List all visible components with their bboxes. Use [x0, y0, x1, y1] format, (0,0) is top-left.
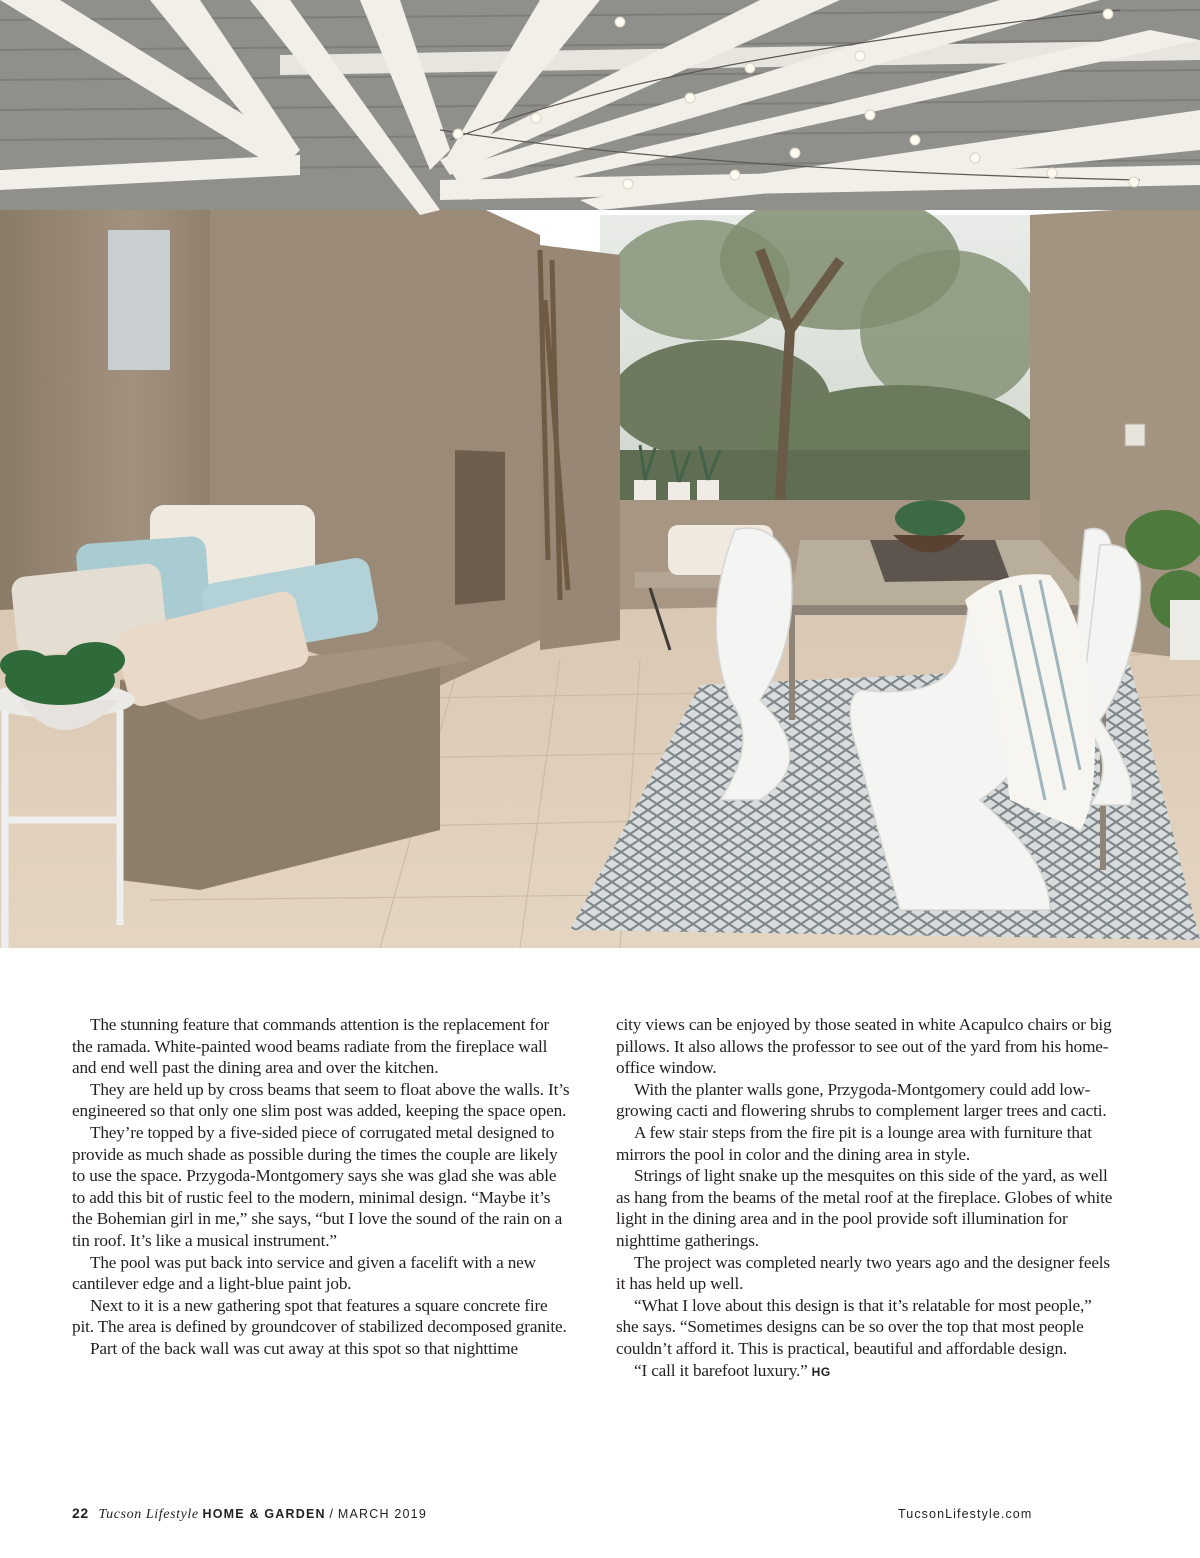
paragraph-continuation: city views can be enjoyed by those seated in white Acapulco chairs or big pillows. It also allows the professor to see out of the yard from his home-office window.: [616, 1015, 1112, 1078]
section-name: HOME & GARDEN: [202, 1507, 326, 1521]
magazine-name: Tucson Lifestyle: [98, 1507, 199, 1522]
closing-quote: “I call it barefoot luxury.”: [634, 1360, 808, 1380]
paragraph: With the planter walls gone, Przygoda-Montgomery could add low-growing cacti and flowering shrubs to complement larger trees and cacti.: [616, 1079, 1107, 1121]
paragraph: The stunning feature that commands attention is the replacement for the ramada. White-painted wood beams radiate from the fireplace wall and end well past the dining area and over the kitchen.: [72, 1015, 550, 1078]
paragraph: The project was completed nearly two years ago and the designer feels it has held up well.: [616, 1252, 1110, 1294]
page-number: 22: [72, 1505, 89, 1521]
paragraph: The pool was put back into service and given a facelift with a new cantilever edge and a light-blue paint job.: [72, 1252, 536, 1294]
paragraph: They are held up by cross beams that seem to float above the walls. It’s engineered so that only one slim post was added, keeping the space open.: [72, 1079, 570, 1121]
paragraph: A few stair steps from the fire pit is a lounge area with furniture that mirrors the pool in color and the dining area in style.: [616, 1122, 1092, 1164]
folio-separator: /: [329, 1507, 335, 1521]
paragraph: “What I love about this design is that it’s relatable for most people,” she says. “Sometimes designs can be so over the top that most people couldn’t afford it. This is practical, beautiful and affordable design.: [616, 1295, 1092, 1358]
closing-paragraph: [616, 1360, 1118, 1384]
website-url: TucsonLifestyle.com: [898, 1507, 1033, 1521]
paragraph: They’re topped by a five-sided piece of corrugated metal designed to provide as much shade as possible during the times the couple are likely to use the space. Przygoda-Montgomery says she was glad she was able to add this bit of rustic feel to the modern, minimal design. “Maybe it’s the Bohemian girl in me,” she says, “but I love the sound of the rain on a tin roof. It’s like a musical instrument.”: [72, 1122, 563, 1250]
article-column-left: [72, 1014, 570, 1360]
page-footer-folio: [72, 1505, 427, 1523]
end-mark: HG: [811, 1364, 831, 1379]
article-column-right: [616, 1014, 1118, 1383]
issue-date: MARCH 2019: [337, 1507, 427, 1521]
paragraph: Part of the back wall was cut away at this spot so that nighttime: [90, 1338, 518, 1358]
paragraph: Strings of light snake up the mesquites on this side of the yard, as well as hang from the beams of the metal roof at the fireplace. Globes of white light in the dining area and in the pool provide soft illumination for nighttime gatherings.: [616, 1166, 1113, 1250]
paragraph: Next to it is a new gathering spot that features a square concrete fire pit. The area is defined by groundcover of stabilized decomposed granite.: [72, 1295, 567, 1337]
